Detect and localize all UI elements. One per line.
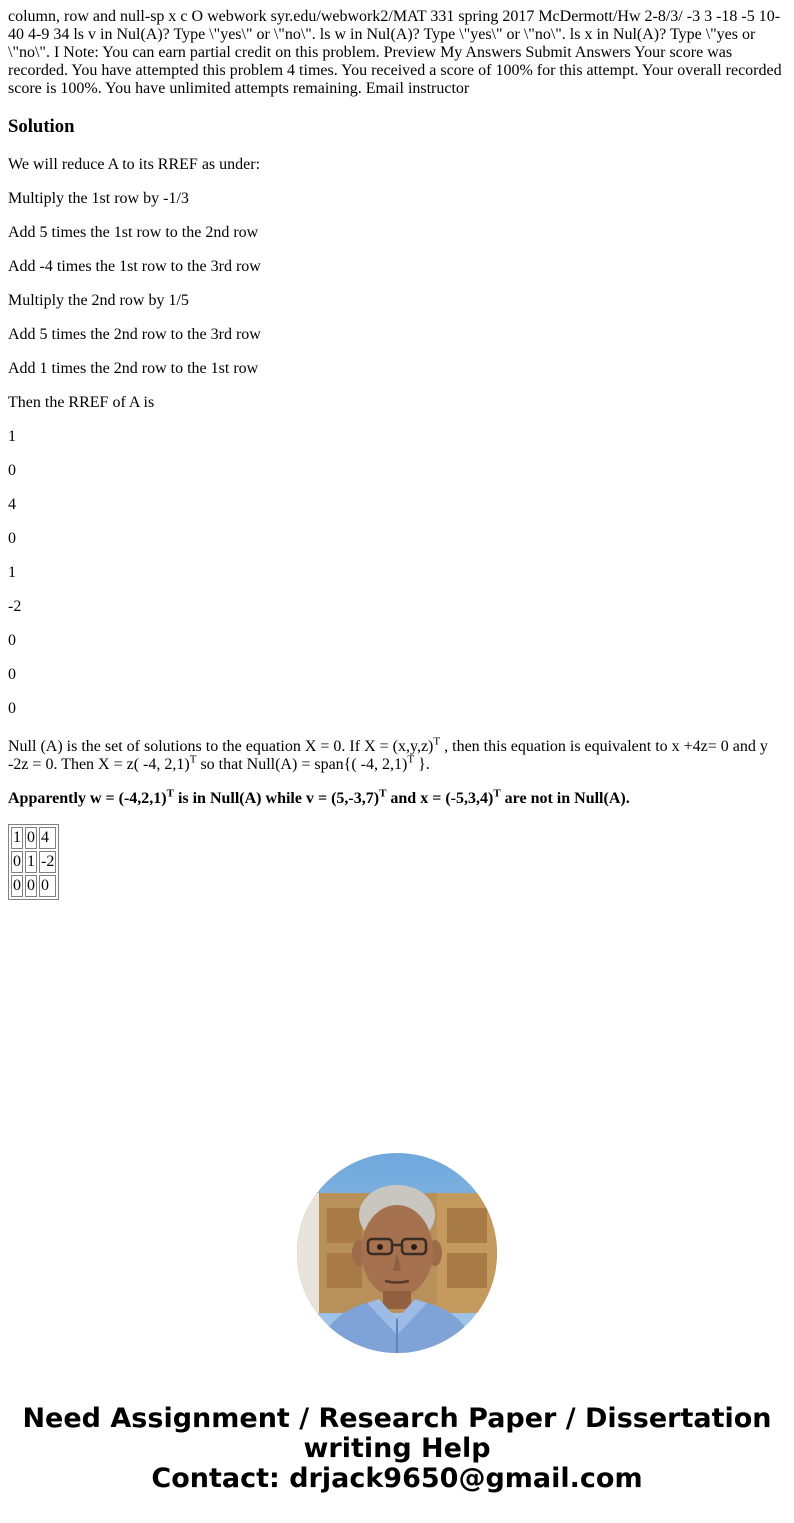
rref-value: 0 [8,632,16,649]
rref-values-list [8,428,786,718]
transpose-superscript: T [379,787,387,800]
transpose-superscript: T [493,787,501,800]
rref-value: 0 [8,700,16,717]
step-text: Multiply the 2nd row by 1/5 [8,292,189,309]
transpose-superscript: T [407,753,415,766]
null-text-part: }. [414,756,430,773]
solution-heading: Solution [8,116,75,137]
transpose-superscript: T [189,753,197,766]
problem-text: column, row and null-sp x c O webwork syr.edu/webwork2/MAT 331 spring 2017 McDermott/Hw 2-8/3/ -3 3 -18 -5 10-40 4-9 34 ls v in Nul(A)? Type \"yes\" or \"no\". ls w in Nul(A)? Type \"yes\" or \"no\". ls x in Nul(A)? Type \"yes or \"no\". I Note: You can earn partial credit on this problem. Preview My Answers Submit Answers Your score was recorded. You have attempted this problem 4 times. You received a score of 100% for this attempt. Your overall recorded score is 100%. You have unlimited attempts remaining. Email instructor [8,8,782,97]
matrix-cell: 1 [11,827,23,849]
matrix-cell: 4 [39,827,56,849]
step-text: Add 5 times the 1st row to the 2nd row [8,224,259,241]
matrix-cell: 0 [11,875,23,897]
rref-value: 4 [8,496,16,513]
matrix-cell: 0 [25,875,37,897]
conclusion-part: and x = (-5,3,4) [386,790,494,807]
conclusion-part: are not in Null(A). [500,790,630,807]
conclusion-part: Apparently w = (-4,2,1) [8,790,167,807]
step-text: Multiply the 1st row by -1/3 [8,190,189,207]
steps-list [8,156,786,412]
matrix-cell: 0 [39,875,56,897]
matrix-cell: 1 [25,851,37,873]
author-portrait-image [297,1153,497,1353]
rref-value: 0 [8,462,16,479]
rref-value: -2 [8,598,22,615]
step-text: Add -4 times the 1st row to the 3rd row [8,258,261,275]
conclusion-part: is in Null(A) while v = (5,-3,7) [173,790,380,807]
null-text-part: , then this equation is equivalent to x +4z= 0 and y -2z = 0. Then X = z( -4, 2,1) [8,738,768,773]
rref-value: 1 [8,564,16,581]
step-text: Then the RREF of A is [8,394,155,411]
table-row [11,851,56,873]
table-row [11,827,56,849]
transpose-superscript: T [166,787,174,800]
null-text-part: Null (A) is the set of solutions to the equation X = 0. If X = (x,y,z) [8,738,434,755]
null-text-part: so that Null(A) = span{( -4, 2,1) [196,756,408,773]
table-row [11,875,56,897]
conclusion-paragraph [8,787,786,808]
rref-value: 0 [8,530,16,547]
matrix-cell: 0 [11,851,23,873]
rref-matrix-table [8,824,59,900]
step-text: Add 1 times the 2nd row to the 1st row [8,360,259,377]
step-text: Add 5 times the 2nd row to the 3rd row [8,326,261,343]
step-text: We will reduce A to its RREF as under: [8,156,261,173]
banner-line: writing Help [303,1433,491,1464]
banner-line: Need Assignment / Research Paper / Dissertation [22,1403,772,1434]
rref-value: 0 [8,666,16,683]
matrix-cell: -2 [39,851,56,873]
contact-banner [0,1404,794,1494]
matrix-cell: 0 [25,827,37,849]
rref-value: 1 [8,428,16,445]
transpose-superscript: T [433,735,441,748]
banner-contact-line: Contact: drjack9650@gmail.com [151,1463,643,1494]
null-space-paragraph [8,735,786,774]
author-avatar [297,1153,497,1353]
